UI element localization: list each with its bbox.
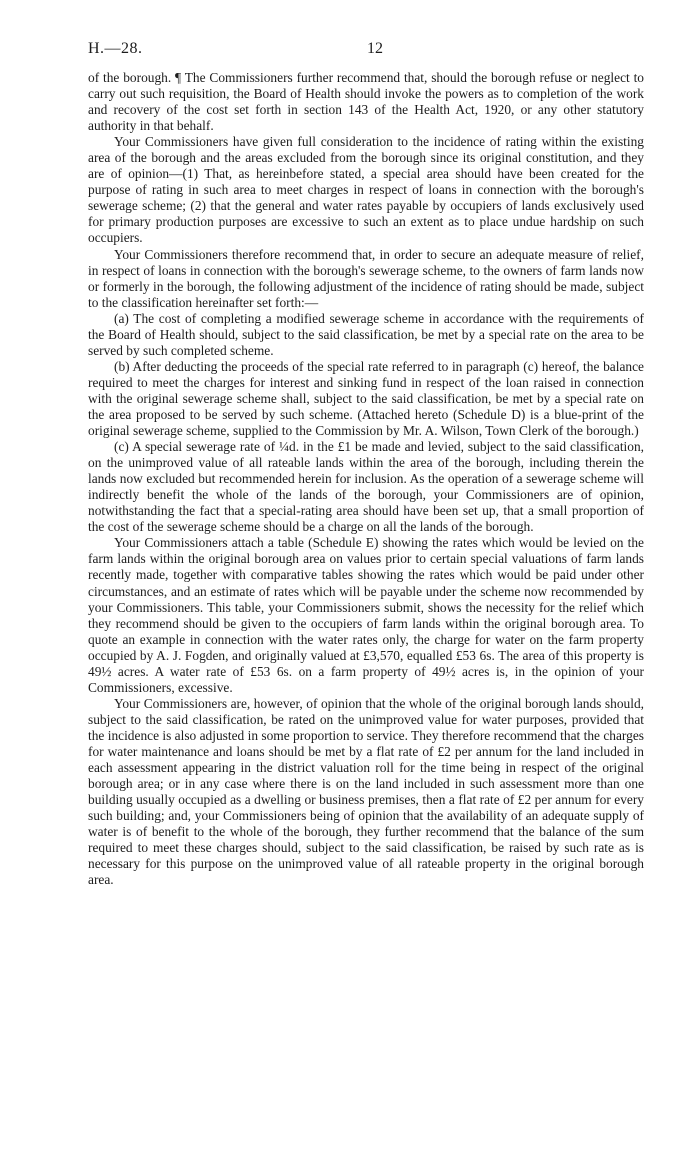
paragraph-rating-incidence: Your Commissioners have given full consideration to the incidence of rating within the existing area of the borough and the areas excluded from the borough since its original constitution, and they are of opinion—(1) That, as hereinbefore stated, a special area should have been created for the purpose of rating in such area to meet charges in respect of loans in connection with the borough's sewerage scheme; (2) that the general and water rates payable by occupiers of lands exclusively used for primary production purposes are excessive to such an extent as to place undue hardship on such occupiers.	[88, 134, 644, 246]
clause-a: (a) The cost of completing a modified sewerage scheme in accordance with the requirements of the Board of Health should, subject to the said classification, be met by a special rate on the area to be served by such completed scheme.	[88, 310, 644, 358]
page-number: 12	[367, 40, 383, 57]
clause-c: (c) A special sewerage rate of ¼d. in the £1 be made and levied, subject to the said classification, on the unimproved value of all rateable lands within the area of the borough, including therein the lands now excluded but recommended herein for inclusion. As the operation of a sewerage scheme will indirectly benefit the whole of the lands of the borough, your Commissioners are of opinion, notwithstanding the fact that a special-rating area should have been set up, that a small proportion of the cost of the sewerage scheme should be a charge on all the lands of the borough.	[88, 439, 644, 535]
paragraph-continuation: of the borough. ¶ The Commissioners further recommend that, should the borough refuse or neglect to carry out such requisition, the Board of Health should invoke the powers as to completion of the work and recovery of the cost set forth in section 143 of the Health Act, 1920, or any other statutory authority in that behalf.	[88, 70, 644, 134]
paragraph-relief-recommendation: Your Commissioners therefore recommend that, in order to secure an adequate measure of relief, in respect of loans in connection with the borough's sewerage scheme, to the owners of farm lands now or formerly in the borough, the following adjustment of the incidence of rating should be made, subject to the classification hereinafter set forth:—	[88, 246, 644, 310]
body-text	[88, 70, 644, 888]
document-reference: H.—28.	[88, 40, 143, 57]
paragraph-water-rates: Your Commissioners are, however, of opinion that the whole of the original borough lands should, subject to the said classification, be rated on the unimproved value for water purposes, provided that the incidence is also adjusted in some proportion to service. They therefore recommend that the charges for water maintenance and loans should be met by a flat rate of £2 per annum for the land included in each assessment appearing in the district valuation roll for the time being in respect of the original borough area; or in any case where there is on the land included in such assessment more than one building usually occupied as a dwelling or business premises, then a flat rate of £2 per annum for every such building; and, your Commissioners being of opinion that the availability of an adequate supply of water is of benefit to the whole of the borough, they further recommend that the balance of the sum required to meet these charges should, subject to the said classification, be raised by such rate as is necessary for this purpose on the unimproved value of all rateable property in the original borough area.	[88, 695, 644, 888]
page-header	[88, 40, 644, 70]
clause-b: (b) After deducting the proceeds of the special rate referred to in paragraph (c) hereof, the balance required to meet the charges for interest and sinking fund in respect of the loan raised in connection with the original sewerage scheme shall, subject to the said classification, be met by a special rate on the area proposed to be served by such scheme. (Attached hereto (Schedule D) is a blue-print of the original sewerage scheme, supplied to the Commission by Mr. A. Wilson, Town Clerk of the borough.)	[88, 358, 644, 439]
paragraph-schedule-e: Your Commissioners attach a table (Schedule E) showing the rates which would be levied on the farm lands within the original borough area on values prior to certain special valuations of farm lands recently made, together with comparative tables showing the rates which would be paid under other circumstances, and an estimate of rates which will be payable under the scheme now recommended by your Commissioners. This table, your Commissioners submit, shows the necessity for the relief which they recommend should be given to the occupiers of farm lands within the original borough area. To quote an example in connection with the water rates only, the charge for water on the farm property occupied by A. J. Fogden, and originally valued at £3,570, equalled £53 6s. The area of this property is 49½ acres. A water rate of £53 6s. on a farm property of 49½ acres is, in the opinion of your Commissioners, excessive.	[88, 535, 644, 695]
